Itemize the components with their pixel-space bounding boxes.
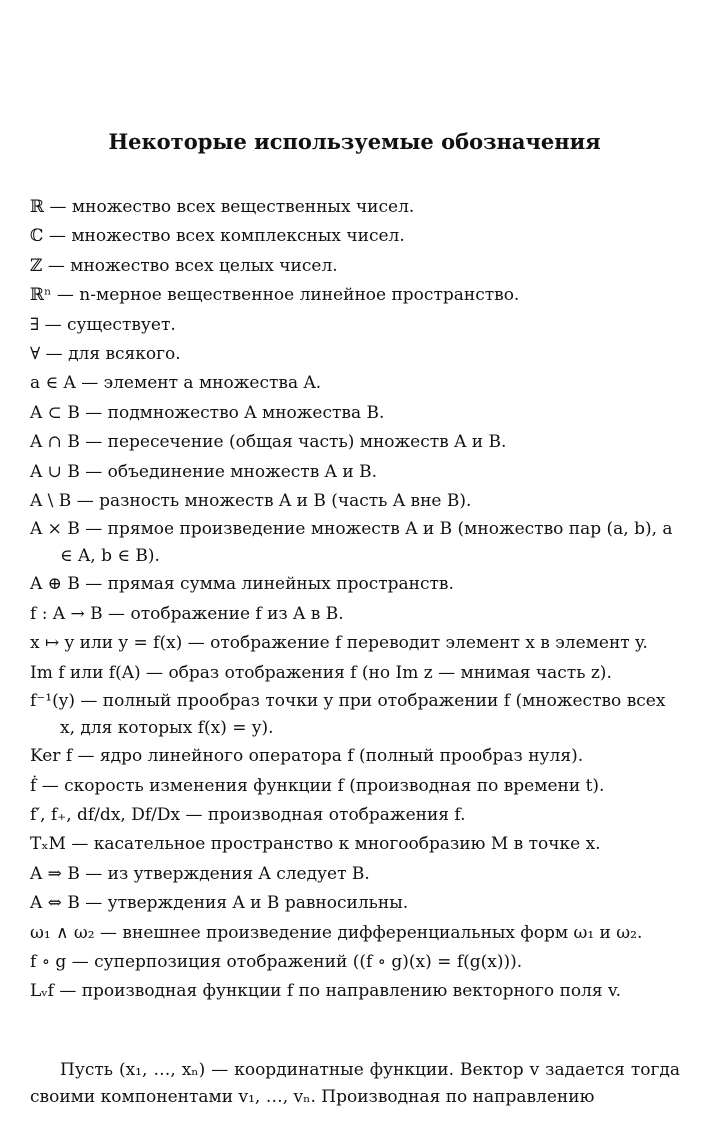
notation-list: [30, 193, 682, 1007]
notation-lie-derivative: Lᵥf — производная функции f по направлению векторного поля v.: [30, 981, 622, 1002]
notation-wedge-product: ω₁ ∧ ω₂ — внешнее произведение дифференциальных форм ω₁ и ω₂.: [30, 922, 643, 943]
body-paragraph: Пусть (x₁, …, xₙ) — координатные функции. Вектор v задается тогда своими компонентами v₁, …, vₙ. Производная по направлению: [30, 1060, 680, 1107]
notation-time-derivative: ḟ — скорость изменения функции f (производная по времени t).: [30, 775, 605, 796]
notation-tangent-space: TₓM — касательное пространство к многообразию M в точке x.: [30, 834, 601, 855]
notation-rn-space: ℝⁿ — n-мерное вещественное линейное пространство.: [30, 285, 520, 306]
notation-image: Im f или f(A) — образ отображения f (но Im z — мнимая часть z).: [30, 662, 612, 683]
notation-direct-sum: A ⊕ B — прямая сумма линейных пространств.: [30, 574, 454, 595]
notation-direct-product: A × B — прямое произведение множеств A и B (множество пар (a, b), a ∈ A, b ∈ B).: [30, 519, 673, 567]
notation-union: A ∪ B — объединение множеств A и B.: [30, 461, 377, 482]
notation-composition: f ∘ g — суперпозиция отображений ((f ∘ g)(x) = f(g(x))).: [30, 951, 523, 972]
notation-subset: A ⊂ B — подмножество A множества B.: [30, 402, 385, 423]
notation-integers: ℤ — множество всех целых чисел.: [30, 255, 338, 276]
page-title: Некоторые используемые обозначения: [108, 129, 601, 154]
notation-preimage: f⁻¹(y) — полный прообраз точки y при отображении f (множество всех x, для которых f(x) = y).: [30, 691, 666, 739]
notation-implies: A ⇒ B — из утверждения A следует B.: [30, 863, 370, 884]
notation-derivative: f′, f₊, df/dx, Df/Dx — производная отображения f.: [30, 804, 466, 825]
notation-equivalent: A ⇔ B — утверждения A и B равносильны.: [30, 893, 409, 914]
notation-complex-numbers: ℂ — множество всех комплексных чисел.: [30, 226, 405, 247]
notation-maps-to: x ↦ y или y = f(x) — отображение f переводит элемент x в элемент y.: [30, 633, 648, 654]
notation-real-numbers: ℝ — множество всех вещественных чисел.: [30, 197, 415, 217]
notation-for-all: ∀ — для всякого.: [30, 344, 181, 365]
notation-kernel: Ker f — ядро линейного оператора f (полный прообраз нуля).: [30, 746, 584, 767]
notation-difference: A \ B — разность множеств A и B (часть A вне B).: [30, 491, 472, 512]
notation-map: f : A → B — отображение f из A в B.: [30, 603, 344, 624]
notation-element: a ∈ A — элемент a множества A.: [30, 373, 322, 394]
notation-intersection: A ∩ B — пересечение (общая часть) множеств A и B.: [30, 432, 507, 453]
notation-exists: ∃ — существует.: [30, 314, 176, 335]
